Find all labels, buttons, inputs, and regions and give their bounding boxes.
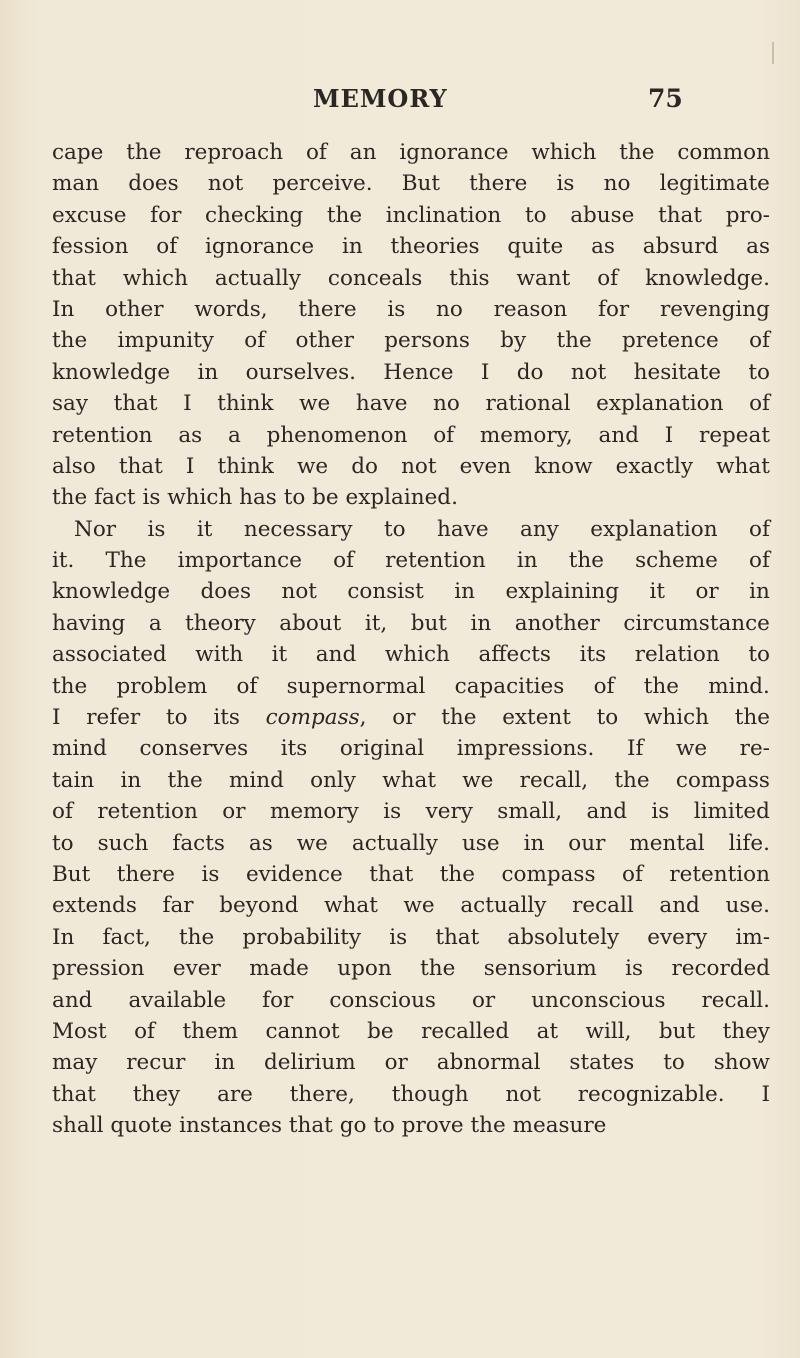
text-line: the impunity of other persons by the pretence of — [52, 328, 770, 354]
text-line: may recur in delirium or abnormal states to show — [52, 1050, 770, 1076]
text-line: knowledge in ourselves. Hence I do not hesitate to — [52, 359, 770, 385]
text-line: that which actually conceals this want of knowledge. — [52, 265, 770, 291]
text-line: and available for conscious or unconscious recall. — [52, 987, 770, 1013]
text-line: mind conserves its original impressions. If we re- — [52, 736, 770, 762]
text-line: excuse for checking the inclination to abuse that pro- — [52, 202, 770, 228]
text-line: tain in the mind only what we recall, the compass — [52, 767, 770, 793]
text-line: cape the reproach of an ignorance which the common — [52, 140, 770, 165]
text-line: say that I think we have no rational explanation of — [52, 391, 770, 417]
text-line: Most of them cannot be recalled at will, but they — [52, 1018, 770, 1044]
text-line: of retention or memory is very small, and is limited — [52, 799, 770, 825]
page-edge-mark — [772, 42, 774, 64]
text-line: that they are there, though not recognizable. I — [52, 1081, 770, 1107]
running-title: MEMORY — [313, 84, 448, 113]
text-line: the problem of supernormal capacities of the mind. — [52, 673, 770, 699]
text-line: But there is evidence that the compass of retention — [52, 861, 770, 887]
text-line: it. The importance of retention in the scheme of — [52, 548, 770, 574]
text-line: Nor is it necessary to have any explanation of — [74, 516, 770, 542]
body-text — [52, 137, 770, 1142]
text-line: having a theory about it, but in another circumstance — [52, 610, 770, 636]
text-line: man does not perceive. But there is no legitimate — [52, 171, 770, 197]
text-line: pression ever made upon the sensorium is recorded — [52, 956, 770, 982]
text-line: extends far beyond what we actually recall and use. — [52, 893, 770, 919]
text-line: also that I think we do not even know exactly what — [52, 453, 770, 479]
page-number: 75 — [648, 84, 683, 113]
text-line: In fact, the probability is that absolutely every im- — [52, 924, 770, 950]
text-line: shall quote instances that go to prove the measure — [52, 1113, 607, 1139]
text-line: to such facts as we actually use in our mental life. — [52, 830, 770, 856]
text-line: I refer to its compass, or the extent to which the — [52, 705, 770, 731]
text-line: the fact is which has to be explained. — [52, 485, 458, 511]
text-line: fession of ignorance in theories quite as absurd as — [52, 234, 770, 260]
page-header — [0, 80, 800, 120]
text-line: associated with it and which affects its relation to — [52, 642, 770, 668]
text-line: knowledge does not consist in explaining it or in — [52, 579, 770, 605]
text-line: In other words, there is no reason for revenging — [52, 296, 770, 322]
text-line: retention as a phenomenon of memory, and I repeat — [52, 422, 770, 448]
